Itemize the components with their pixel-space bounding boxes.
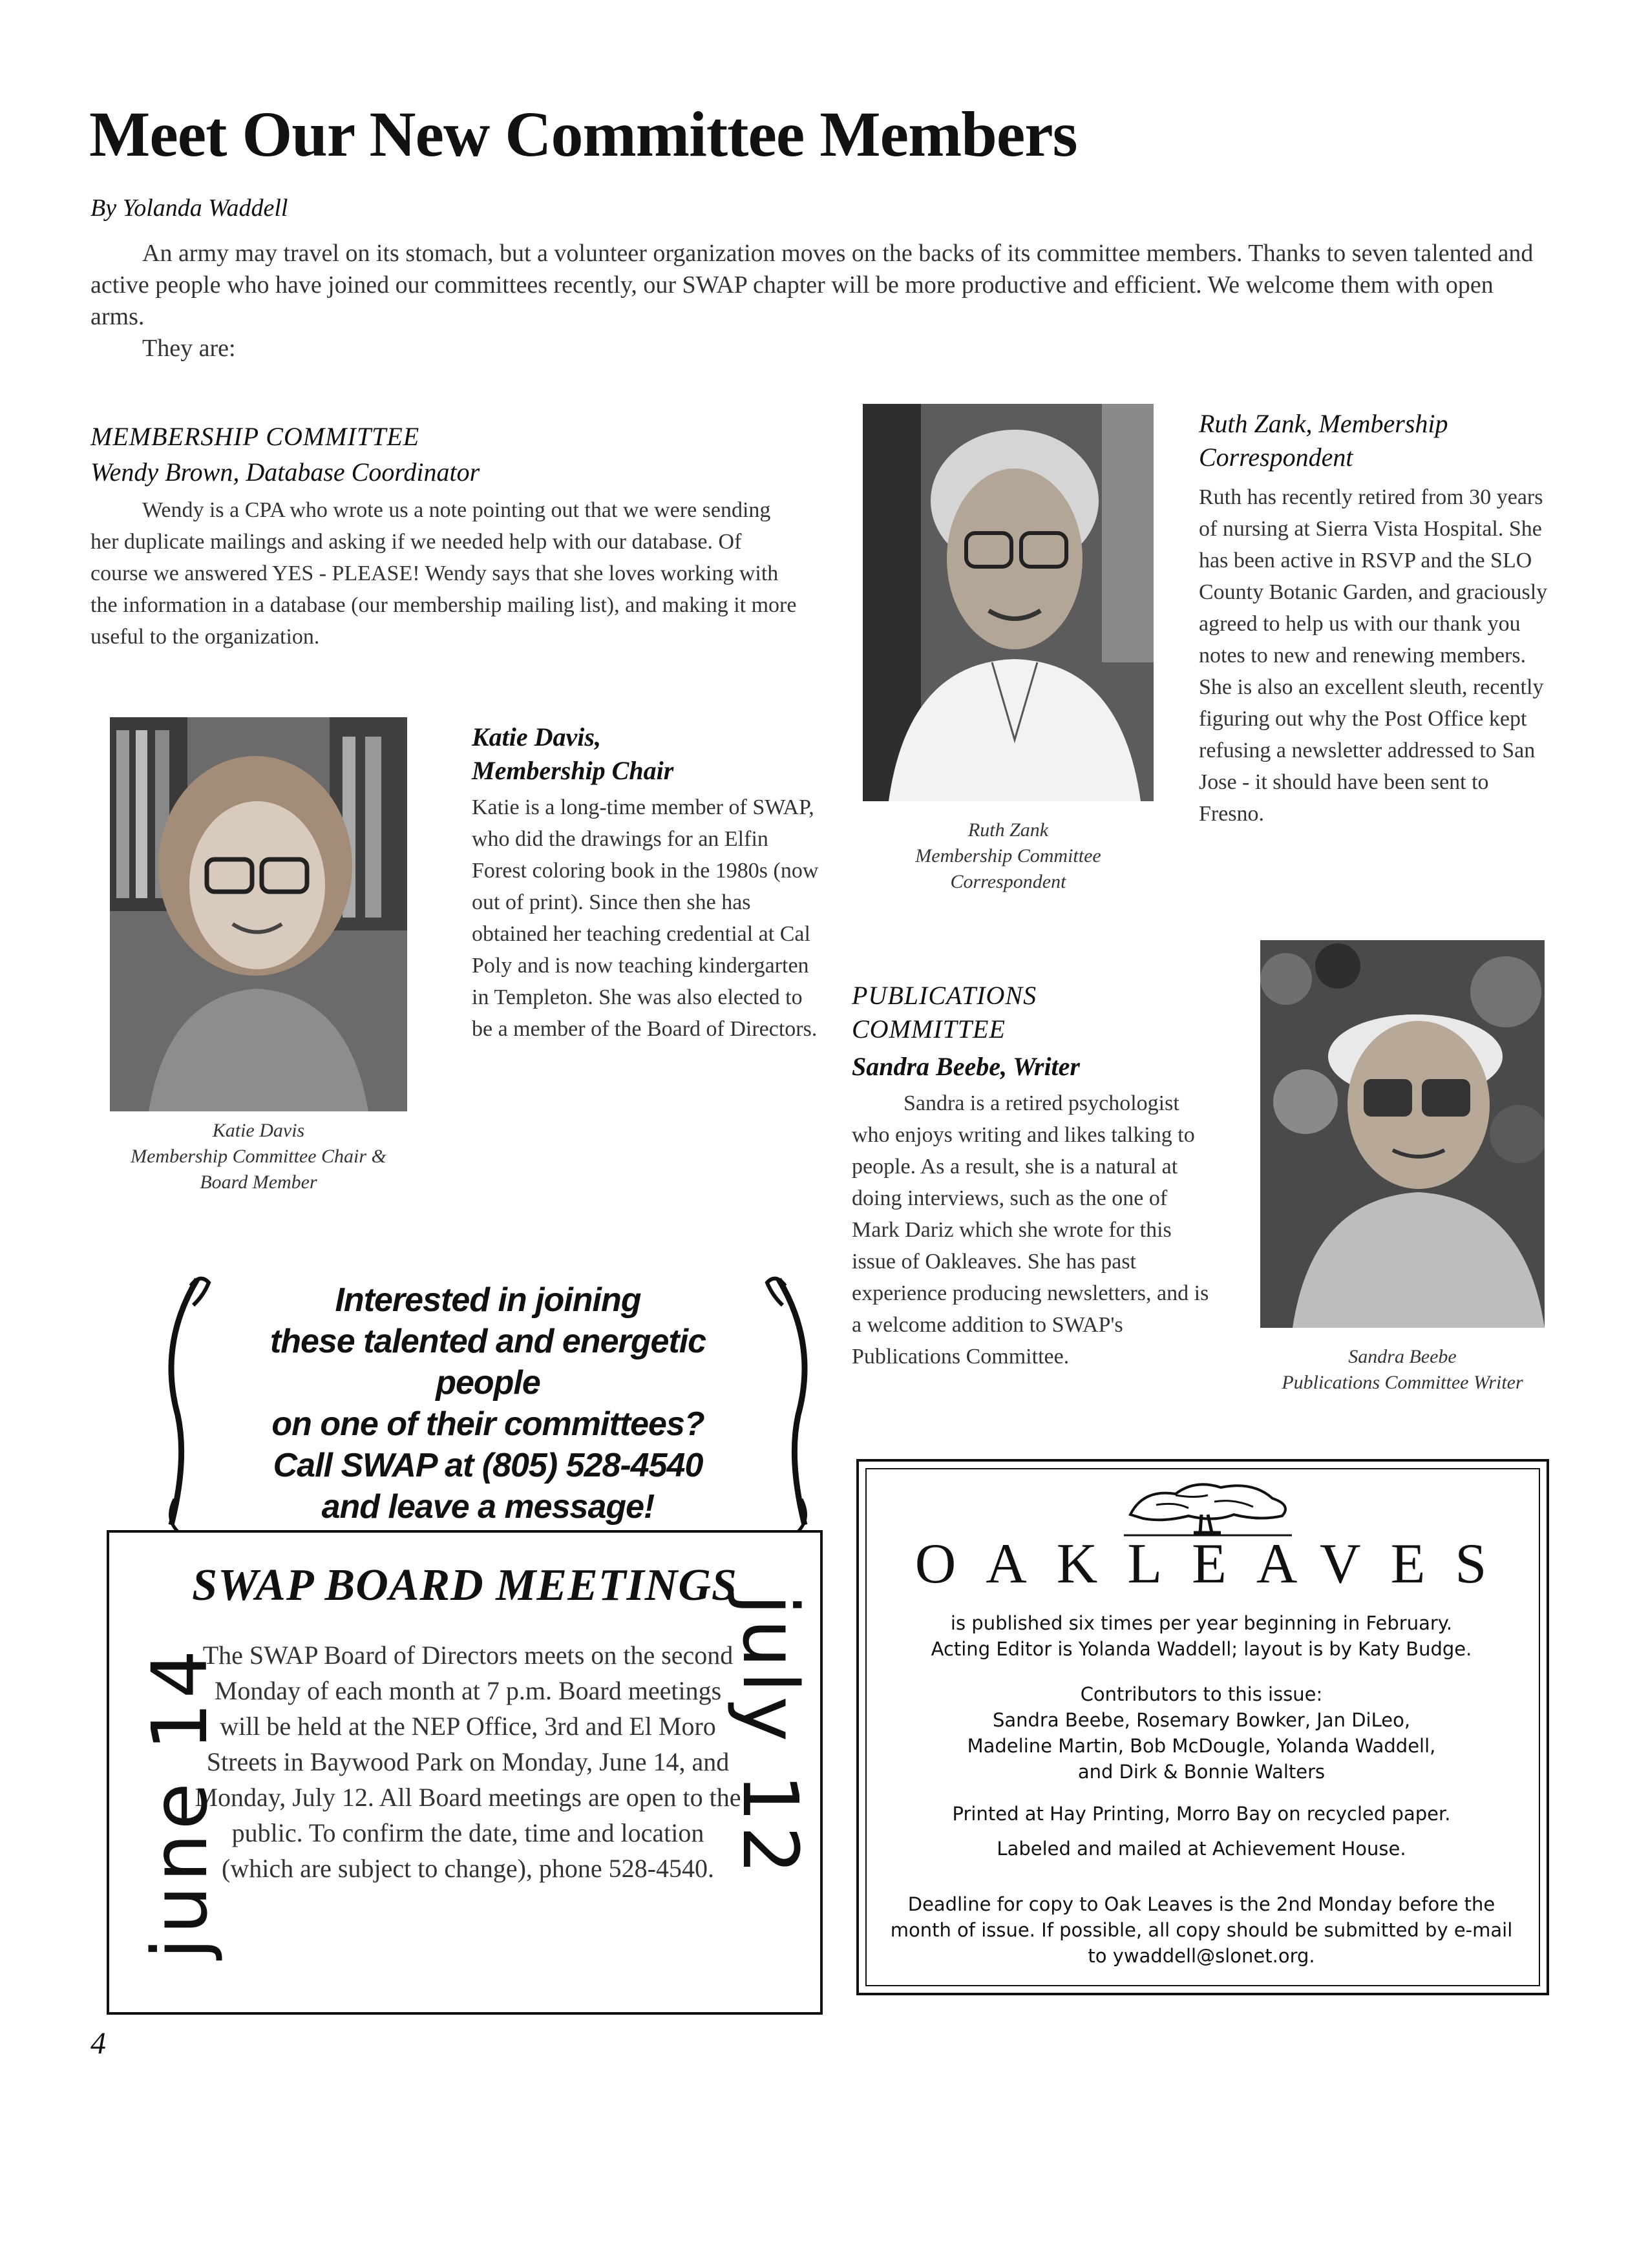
july-date-vertical: july 12 xyxy=(726,1594,815,1878)
katie-davis-photo xyxy=(110,717,407,1111)
right-bracket-ornament xyxy=(753,1266,824,1538)
board-meetings-text: The SWAP Board of Directors meets on the second Monday of each month at 7 p.m. Board meetings will be held at the NEP Office, 3rd and El Moro Streets in Baywood Park on Monday, June 14, and Monday, July 12. All Board meetings are open to the public. To confirm the date, time and location (which are subject to change), phone 528-4540. xyxy=(195,1641,741,1883)
callout-line-3: on one of their committees? xyxy=(271,1405,704,1443)
ruth-caption-role: Membership Committee xyxy=(915,845,1101,866)
june-date-vertical: june 14 xyxy=(135,1646,224,1959)
katie-bio: Katie is a long-time member of SWAP, who did the drawings for an Elfin Forest coloring book in the 1980s (now out of print). Since then she has obtained her teaching credential at Cal Poly and is now teaching kindergarten in Templeton. She was also elected to be a member of the Board of Directors. xyxy=(472,795,819,1041)
ruth-caption-name: Ruth Zank xyxy=(967,819,1049,841)
intro-text: An army may travel on its stomach, but a volunteer organization moves on the backs of its committee members. Thanks to seven talented and active people who have joined our committees recently, our SWAP chapter will be more productive and efficient. We welcome them with open arms. xyxy=(90,240,1534,330)
printed-at: Printed at Hay Printing, Morro Bay on recycled paper. xyxy=(952,1803,1451,1825)
sandra-beebe-caption xyxy=(1241,1344,1564,1396)
publications-committee-heading xyxy=(852,979,1037,1046)
join-committee-callout xyxy=(152,1266,824,1538)
ruth-zank-caption xyxy=(853,817,1163,895)
ruth-role: Correspondent xyxy=(1199,443,1353,472)
deadline-line-1: Deadline for copy to Oak Leaves is the 2nd Monday before the xyxy=(907,1893,1495,1915)
ruth-bio: Ruth has recently retired from 30 years of nursing at Sierra Vista Hospital. She has been active in RSVP and the SLO County Botanic Garden, and graciously agreed to help us with our thank you notes to new and renewing members. She is also an excellent sleuth, recently figuring out why the Post Office kept refusing a newsletter addressed to San Jose - it should have been sent to Fresno. xyxy=(1199,485,1548,826)
katie-name: Katie Davis, xyxy=(472,722,601,751)
katie-name-heading xyxy=(472,720,673,788)
oakleaves-printing-info xyxy=(872,1801,1531,1862)
byline: By Yolanda Waddell xyxy=(90,194,288,222)
sandra-caption-name: Sandra Beebe xyxy=(1348,1346,1457,1367)
sandra-caption-role: Publications Committee Writer xyxy=(1282,1372,1523,1393)
sandra-bio: Sandra is a retired psychologist who enjoys writing and likes talking to people. As a result, she is a natural at doing interviews, such as the one of Mark Dariz which she wrote for this issue of Oakleaves. She has past experience producing newsletters, and is a welcome addition to SWAP's Publications Committee. xyxy=(852,1091,1209,1369)
page-number: 4 xyxy=(90,2026,106,2061)
oak-tree-logo xyxy=(1117,1476,1298,1540)
intro-paragraph xyxy=(90,238,1545,364)
callout-line-5: and leave a message! xyxy=(321,1488,655,1526)
oakleaves-publication-info xyxy=(872,1610,1531,1662)
contributors-heading: Contributors to this issue: xyxy=(1080,1683,1323,1705)
contributors-line-3: and Dirk & Bonnie Walters xyxy=(1077,1761,1326,1783)
callout-line-1: Interested in joining xyxy=(335,1281,641,1319)
oakleaves-schedule: is published six times per year beginning in February. xyxy=(950,1612,1453,1634)
ruth-zank-photo xyxy=(863,404,1154,801)
membership-committee-heading: MEMBERSHIP COMMITTEE xyxy=(90,422,420,451)
deadline-line-2: month of issue. If possible, all copy should be submitted by e-mail xyxy=(890,1919,1513,1941)
katie-caption-name: Katie Davis xyxy=(212,1120,305,1141)
wendy-name-heading: Wendy Brown, Database Coordinator xyxy=(90,457,480,487)
publications-heading-line1: PUBLICATIONS xyxy=(852,981,1037,1010)
board-meetings-title: SWAP BOARD MEETINGS xyxy=(192,1560,737,1610)
katie-role: Membership Chair xyxy=(472,756,674,785)
callout-line-2: these talented and energetic people xyxy=(269,1323,706,1402)
labeled-at: Labeled and mailed at Achievement House. xyxy=(997,1838,1406,1860)
contributors-line-2: Madeline Martin, Bob McDougle, Yolanda Waddell, xyxy=(967,1735,1436,1757)
oakleaves-deadline xyxy=(872,1891,1531,1969)
oakleaves-info-box xyxy=(856,1459,1549,1995)
katie-caption-role2: Board Member xyxy=(200,1171,317,1193)
board-meetings-box xyxy=(107,1530,823,2015)
katie-davis-caption xyxy=(90,1118,427,1195)
contributors-line-1: Sandra Beebe, Rosemary Bowker, Jan DiLeo, xyxy=(992,1709,1411,1731)
katie-caption-role: Membership Committee Chair & xyxy=(131,1146,386,1167)
ruth-name-heading xyxy=(1199,407,1448,474)
callout-line-4: Call SWAP at (805) 528-4540 xyxy=(273,1447,703,1484)
publications-heading-line2: COMMITTEE xyxy=(852,1014,1006,1044)
sandra-name-heading: Sandra Beebe, Writer xyxy=(852,1052,1080,1081)
ruth-caption-role2: Correspondent xyxy=(950,871,1066,892)
sandra-beebe-photo xyxy=(1260,940,1545,1328)
wendy-bio: Wendy is a CPA who wrote us a note pointing out that we were sending her duplicate mailings and asking if we needed help with our database. Of course we answered YES - PLEASE! Wendy says that she loves working with the information in a database (our membership mailing list), and making it more useful to the organization. xyxy=(90,498,797,649)
oakleaves-contributors xyxy=(872,1681,1531,1785)
oakleaves-editor: Acting Editor is Yolanda Waddell; layout is by Katy Budge. xyxy=(931,1638,1472,1660)
article-title: Meet Our New Committee Members xyxy=(89,98,1077,170)
intro-text-they-are: They are: xyxy=(142,335,236,362)
ruth-name: Ruth Zank, Membership xyxy=(1199,409,1448,438)
deadline-line-3: to ywaddell@slonet.org. xyxy=(1088,1945,1315,1967)
oakleaves-title: OAKLEAVES xyxy=(914,1533,1517,1595)
left-bracket-ornament xyxy=(152,1266,223,1538)
